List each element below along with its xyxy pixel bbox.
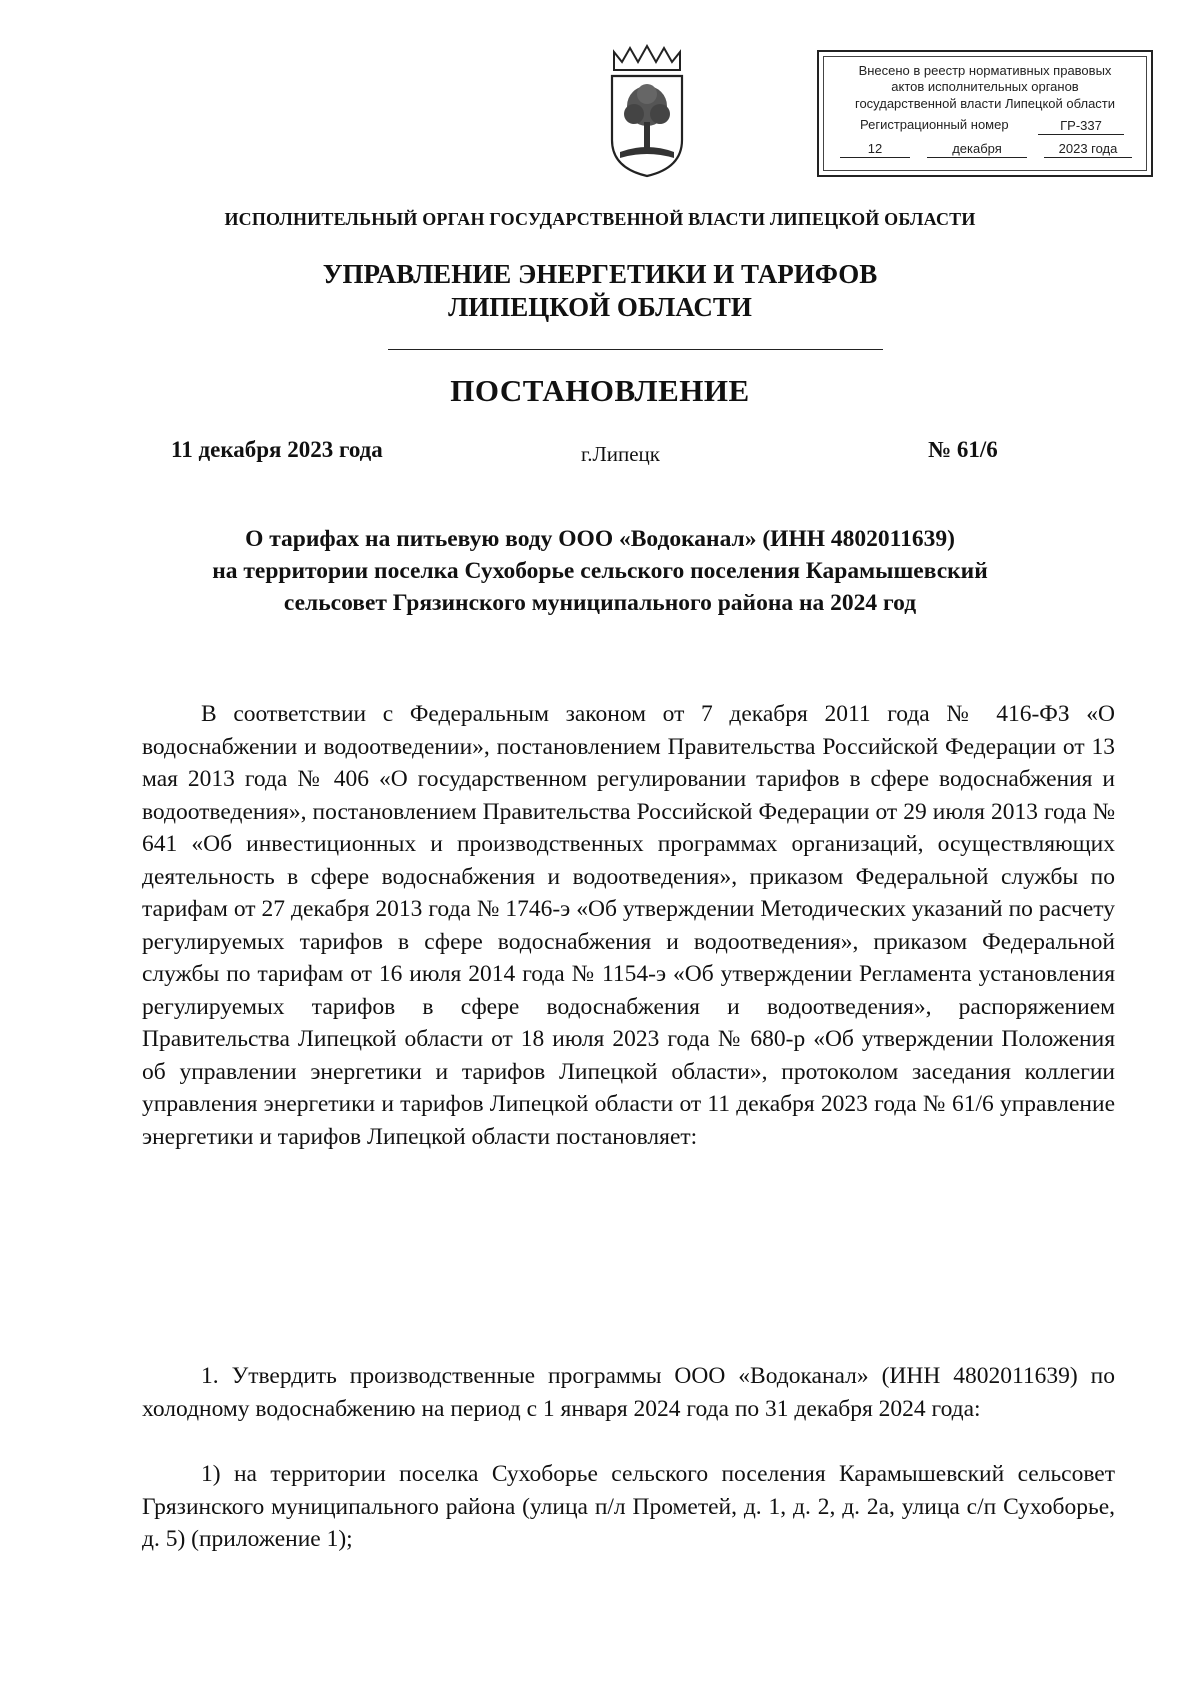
document-type: ПОСТАНОВЛЕНИЕ: [450, 373, 750, 408]
title-line-3: сельсовет Грязинского муниципального района на 2024 год: [283, 590, 917, 616]
document-city: г.Липецк: [581, 442, 660, 466]
department-line-1: УПРАВЛЕНИЕ ЭНЕРГЕТИКИ И ТАРИФОВ: [322, 259, 878, 289]
document-title: [100, 523, 1100, 619]
stamp-line-1: Внесено в реестр нормативных правовых: [858, 63, 1112, 78]
stamp-line-3: государственной власти Липецкой области: [854, 96, 1116, 111]
header-divider: [388, 349, 883, 350]
coat-of-arms-emblem: [606, 44, 688, 180]
authority-heading: ИСПОЛНИТЕЛЬНЫЙ ОРГАН ГОСУДАРСТВЕННОЙ ВЛАСТИ ЛИПЕЦКОЙ ОБЛАСТИ: [224, 209, 976, 229]
stamp-reg-label: Регистрационный номер: [860, 117, 1009, 132]
title-line-1: О тарифах на питьевую воду ООО «Водоканал» (ИНН 4802011639): [245, 526, 955, 552]
stamp-date-month: декабря: [927, 140, 1027, 158]
item-1-paragraph: 1. Утвердить производственные программы ООО «Водоканал» (ИНН 4802011639) по холодному водоснабжению на период с 1 января 2024 года по 31 декабря 2024 года:: [142, 1363, 1115, 1422]
stamp-date-year: 2023 года: [1044, 140, 1132, 158]
registry-stamp: [817, 50, 1153, 177]
department-line-2: ЛИПЕЦКОЙ ОБЛАСТИ: [448, 292, 752, 322]
item-1-1-paragraph: 1) на территории поселка Сухоборье сельского поселения Карамышевский сельсовет Грязинского муниципального района (улица п/л Прометей, д. 1, д. 2, д. 2а, улица с/п Сухоборье, д. 5) (приложение 1);: [142, 1461, 1115, 1552]
department-heading: [0, 258, 1200, 324]
stamp-line-2: актов исполнительных органов: [891, 79, 1079, 94]
preamble-paragraph: В соответствии с Федеральным законом от 7 декабря 2011 года № 416-ФЗ «О водоснабжении и водоотведении», постановлением Правительства Российской Федерации от 13 мая 2013 года № 406 «О государственном регулировании тарифов в сфере водоснабжения и водоотведения», постановлением Правительства Российской Федерации от 29 июля 2013 года № 641 «Об инвестиционных и производственных программах организаций, осуществляющих деятельность в сфере водоснабжения и водоотведения», приказом Федеральной службы по тарифам от 27 декабря 2013 года № 1746-э «Об утверждении Методических указаний по расчету регулируемых тарифов в сфере водоснабжения и водоотведения», приказом Федеральной службы по тарифам от 16 июля 2014 года № 1154-э «Об утверждении Регламента установления регулируемых тарифов в сфере водоснабжения и водоотведения», распоряжением Правительства Липецкой области от 18 июля 2023 года № 680-р «Об утверждении Положения об управлении энергетики и тарифов Липецкой области», протоколом заседания коллегии управления энергетики и тарифов Липецкой области от 11 декабря 2023 года № 61/6 управление энергетики и тарифов Липецкой области постановляет:: [142, 701, 1115, 1150]
document-number: № 61/6: [928, 437, 998, 462]
title-line-2: на территории поселка Сухоборье сельского поселения Карамышевский: [212, 558, 988, 584]
stamp-reg-number: ГР-337: [1038, 117, 1124, 135]
document-date: 11 декабря 2023 года: [171, 437, 383, 462]
stamp-date-day: 12: [840, 140, 910, 158]
